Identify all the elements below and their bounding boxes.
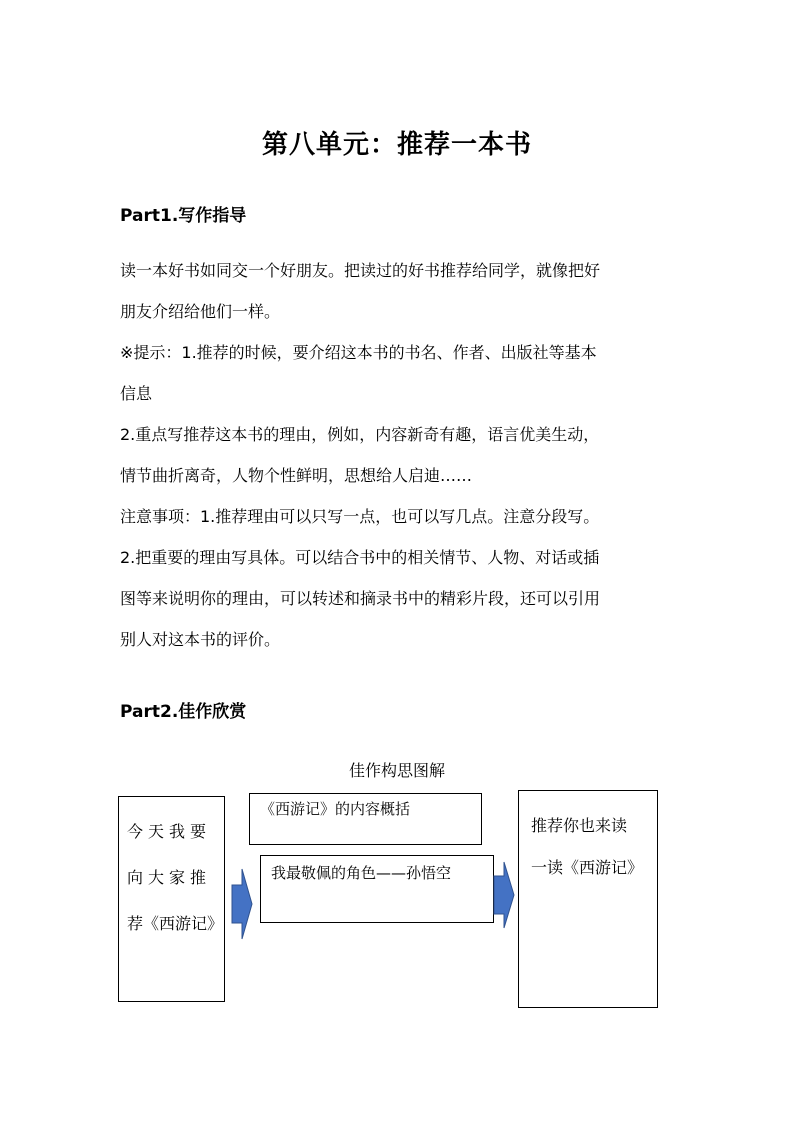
diagram-title: 佳作构思图解 <box>348 761 445 780</box>
part2-heading: Part2.佳作欣赏 <box>120 702 247 722</box>
right-arrow-icon <box>492 860 516 930</box>
left-box-line: 今天我要 <box>127 822 212 841</box>
right-box-line: 一读《西游记》 <box>531 858 644 877</box>
body-line: 注意事项：1.推荐理由可以只写一点，也可以写几点。注意分段写。 <box>120 507 600 526</box>
diagram-right-box <box>518 790 658 1008</box>
body-line: 别人对这本书的评价。 <box>120 630 281 649</box>
body-line: 图等来说明你的理由，可以转述和摘录书中的精彩片段，还可以引用 <box>120 589 601 608</box>
part1-body <box>120 250 690 660</box>
diagram-top-box <box>249 793 482 845</box>
left-box-line: 向大家推 <box>127 868 212 887</box>
right-box-line: 推荐你也来读 <box>531 816 628 835</box>
body-line: 读一本好书如同交一个好朋友。把读过的好书推荐给同学，就像把好 <box>120 261 601 280</box>
body-line: ※提示：1.推荐的时候，要介绍这本书的书名、作者、出版社等基本 <box>120 343 597 362</box>
page-title: 第八单元：推荐一本书 <box>261 130 532 160</box>
diagram-middle-box <box>260 855 494 923</box>
body-line: 2.把重要的理由写具体。可以结合书中的相关情节、人物、对话或插 <box>120 548 600 567</box>
middle-box-text: 我最敬佩的角色——孙悟空 <box>271 864 452 882</box>
top-box-text: 《西游记》的内容概括 <box>260 800 411 818</box>
left-box-line: 荐《西游记》 <box>127 914 224 933</box>
right-arrow-icon <box>230 867 254 941</box>
body-line: 信息 <box>120 384 153 403</box>
body-line: 情节曲折离奇，人物个性鲜明，思想给人启迪…… <box>120 466 473 485</box>
body-line: 2.重点写推荐这本书的理由，例如，内容新奇有趣，语言优美生动， <box>120 425 600 444</box>
body-line: 朋友介绍给他们一样。 <box>120 302 281 321</box>
diagram-left-box <box>118 796 225 1002</box>
part1-heading: Part1.写作指导 <box>120 206 247 226</box>
